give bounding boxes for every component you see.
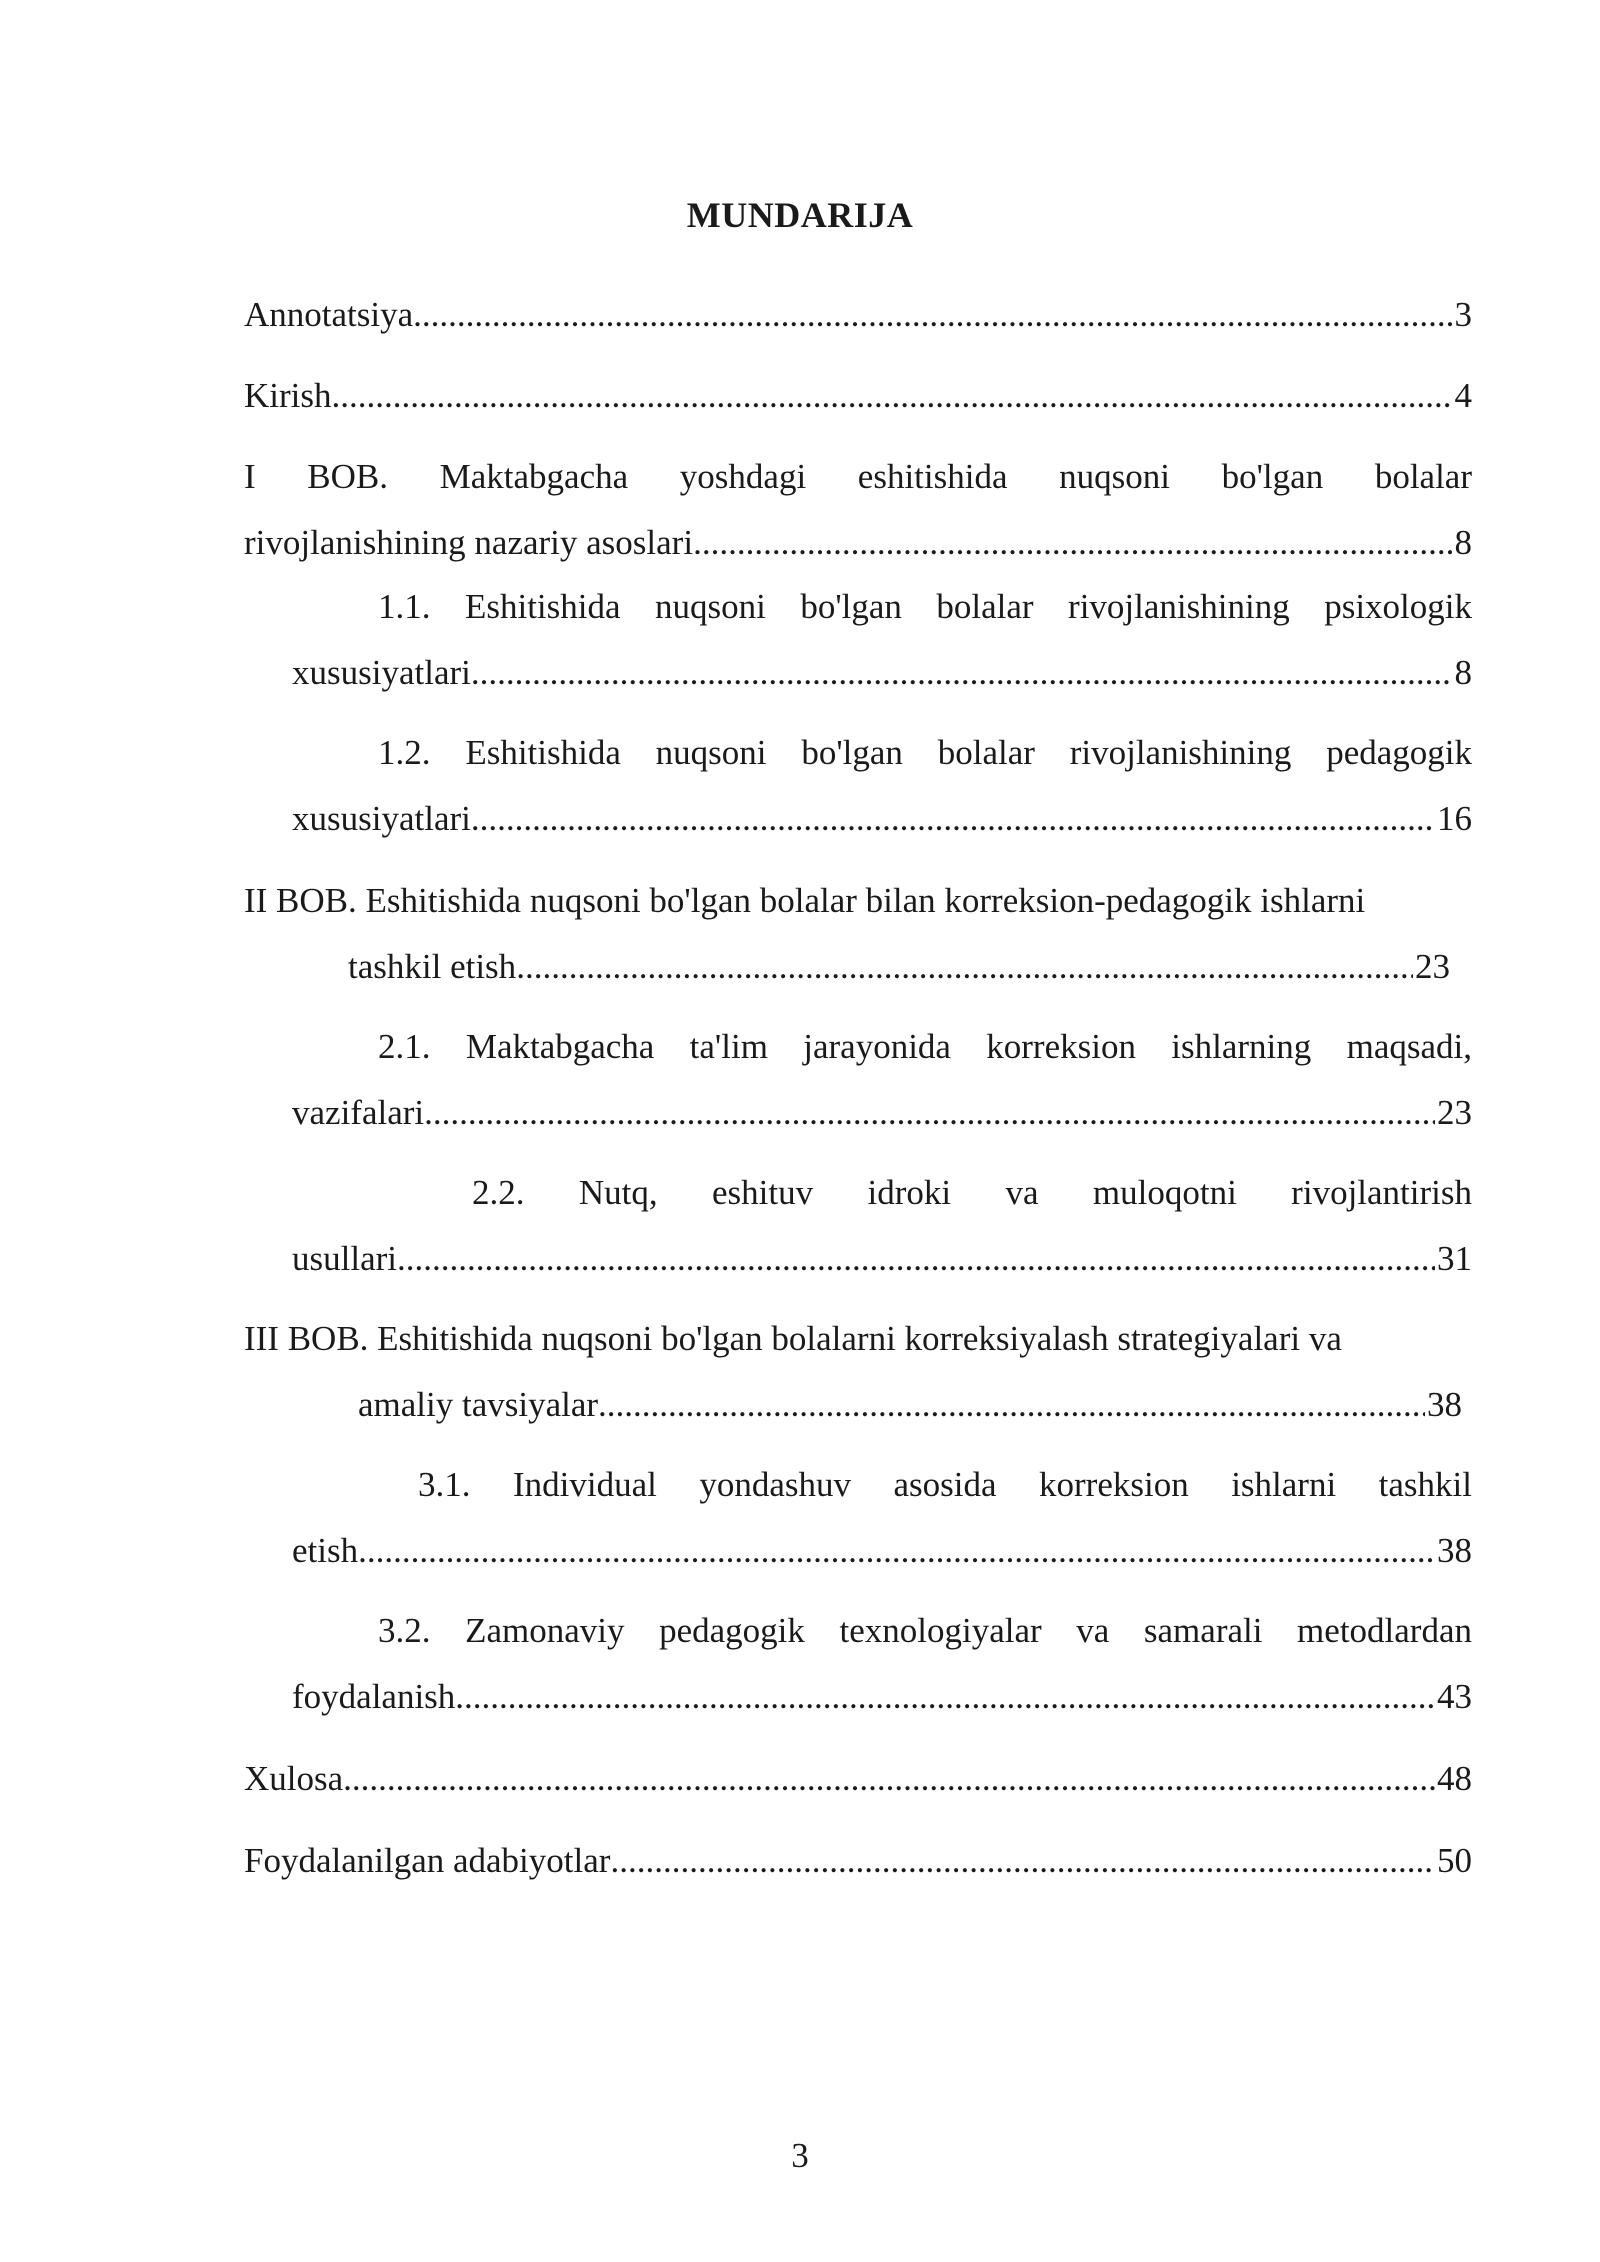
toc-entry-label: usullari [292, 1239, 397, 1278]
toc-page-number: 31 [1437, 1239, 1472, 1278]
toc-title: MUNDARIJA [686, 195, 914, 235]
toc-page-number: 38 [1427, 1385, 1462, 1424]
toc-entry-label: rivojlanishining nazariy asoslari [244, 523, 694, 562]
toc-leader-dots [413, 282, 1452, 348]
toc-leader-dots [516, 934, 1413, 1000]
toc-entry-bob-3[interactable] [244, 1306, 1462, 1438]
toc-entry-line: 1.2. Eshitishida nuqsoni bo'lgan bolalar rivojlanishining pedagogik [378, 733, 1472, 772]
toc-entry-annotatsiya[interactable] [244, 282, 1472, 348]
toc-entry-line: 1.1. Eshitishida nuqsoni bo'lgan bolalar rivojlanishining psixologik [378, 587, 1472, 626]
toc-entry-line-with-page [292, 1518, 1472, 1584]
toc-entry-label: tashkil etish [348, 947, 517, 986]
toc-entry-section-1-2[interactable] [292, 720, 1472, 852]
toc-page-number: 50 [1437, 1841, 1472, 1880]
toc-entry-line: 3.2. Zamonaviy pedagogik texnologiyalar va samarali metodlardan [378, 1611, 1472, 1650]
toc-leader-dots [455, 1664, 1435, 1730]
toc-leader-dots [358, 1518, 1435, 1584]
toc-entry-line-with-page [292, 1080, 1472, 1146]
toc-entry-kirish[interactable] [244, 363, 1472, 429]
toc-leader-dots [598, 1372, 1425, 1438]
toc-entry-label: amaliy tavsiyalar [358, 1385, 599, 1424]
toc-entry-section-2-2[interactable] [292, 1160, 1472, 1292]
toc-entry-bob-1[interactable] [244, 444, 1472, 576]
toc-leader-dots [693, 510, 1452, 576]
toc-entry-label: vazifalari [292, 1093, 425, 1132]
toc-page-number: 38 [1437, 1531, 1472, 1570]
toc-page-number: 8 [1454, 653, 1472, 692]
toc-entry-line: 2.1. Maktabgacha ta'lim jarayonida korreksion ishlarning maqsadi, [378, 1027, 1472, 1066]
toc-entry-section-3-1[interactable] [292, 1452, 1472, 1584]
toc-leader-dots [610, 1828, 1435, 1894]
toc-leader-dots [471, 786, 1435, 852]
toc-entry-label: xususiyatlari [292, 799, 471, 838]
toc-entry-line-with-page [292, 786, 1472, 852]
toc-entry-section-3-2[interactable] [292, 1598, 1472, 1730]
toc-entry-line-with-page [292, 1664, 1472, 1730]
toc-leader-dots [424, 1080, 1435, 1146]
page-number: 3 [791, 2136, 809, 2175]
toc-leader-dots [471, 640, 1453, 706]
toc-page-number: 16 [1437, 799, 1472, 838]
toc-entry-line: III BOB. Eshitishida nuqsoni bo'lgan bolalarni korreksiyalash strategiyalari va [244, 1319, 1342, 1358]
toc-entry-label: etish [292, 1531, 359, 1570]
toc-page-number: 3 [1454, 295, 1472, 334]
toc-page-number: 48 [1437, 1759, 1472, 1798]
toc-leader-dots [332, 363, 1453, 429]
toc-page-number: 4 [1454, 376, 1472, 415]
toc-entry-line: 2.2. Nutq, eshituv idroki va muloqotni rivojlantirish [472, 1173, 1472, 1212]
toc-entry-adabiyotlar[interactable] [244, 1828, 1472, 1894]
toc-page-number: 23 [1415, 947, 1450, 986]
toc-entry-section-1-1[interactable] [292, 574, 1472, 706]
toc-entry-label: Xulosa [244, 1759, 344, 1798]
toc-entry-line-with-page [292, 640, 1472, 706]
toc-page-number: 8 [1454, 523, 1472, 562]
toc-entry-label: xususiyatlari [292, 653, 471, 692]
toc-entry-line-with-page [244, 1372, 1462, 1438]
toc-entry-line-with-page [244, 510, 1472, 576]
toc-entry-label: Kirish [244, 376, 332, 415]
toc-entry-line: II BOB. Eshitishida nuqsoni bo'lgan bolalar bilan korreksion-pedagogik ishlarni [244, 881, 1366, 920]
toc-leader-dots [397, 1226, 1435, 1292]
toc-entry-line: 3.1. Individual yondashuv asosida korreksion ishlarni tashkil [418, 1465, 1472, 1504]
toc-entry-line-with-page [292, 1226, 1472, 1292]
toc-entry-line: I BOB. Maktabgacha yoshdagi eshitishida nuqsoni bo'lgan bolalar [244, 457, 1472, 496]
toc-entry-line-with-page [244, 934, 1450, 1000]
toc-entry-section-2-1[interactable] [292, 1014, 1472, 1146]
toc-leader-dots [343, 1746, 1435, 1812]
toc-page-number: 23 [1437, 1093, 1472, 1132]
toc-entry-xulosa[interactable] [244, 1746, 1472, 1812]
toc-entry-label: Foydalanilgan adabiyotlar [244, 1841, 611, 1880]
toc-entry-label: foydalanish [292, 1677, 456, 1716]
toc-page-number: 43 [1437, 1677, 1472, 1716]
toc-entry-label: Annotatsiya [244, 295, 414, 334]
toc-entry-bob-2[interactable] [244, 868, 1450, 1000]
